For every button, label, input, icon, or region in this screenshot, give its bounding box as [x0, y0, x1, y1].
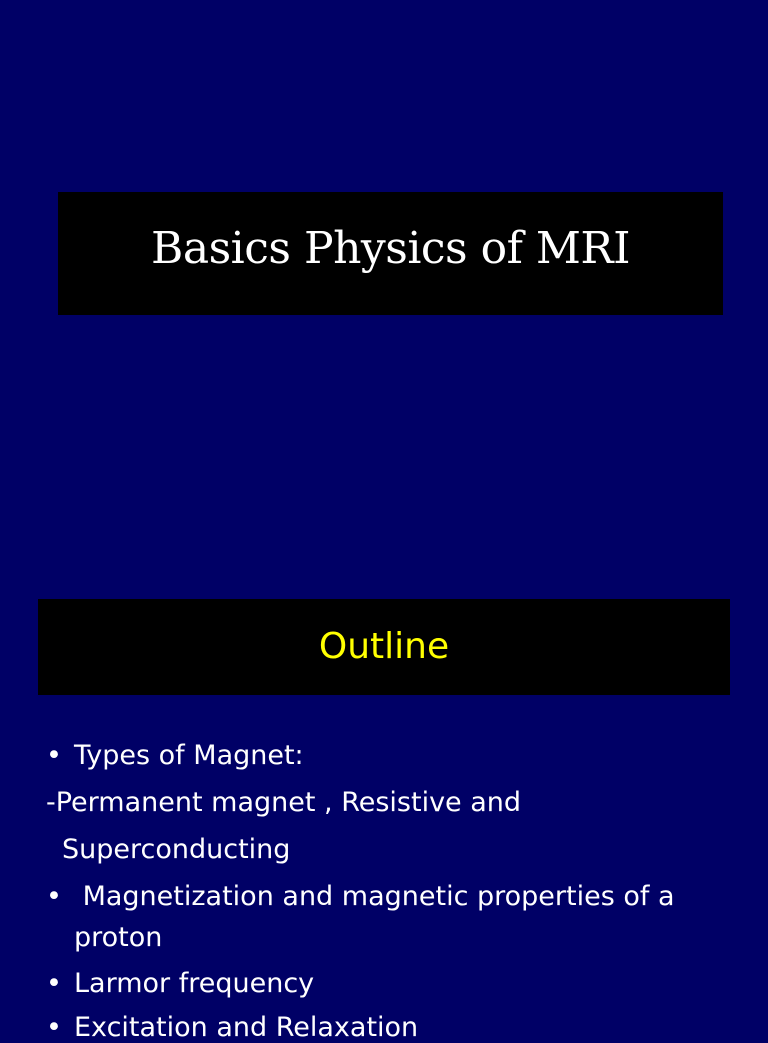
title-box [58, 192, 723, 315]
slide-title: Basics Physics of MRI [151, 223, 630, 274]
list-item-magnetization: Magnetization and magnetic properties of a [74, 881, 675, 912]
list-item-larmor-frequency: Larmor frequency [74, 968, 315, 999]
list-item-types-of-magnet: Types of Magnet: [74, 740, 304, 771]
bullet-marker: • [46, 881, 62, 912]
outline-heading-box [38, 599, 730, 695]
list-item-proton: proton [74, 922, 163, 953]
bullet-marker: • [46, 1012, 62, 1043]
list-item-excitation-relaxation: Excitation and Relaxation [74, 1012, 419, 1043]
outline-heading: Outline [318, 625, 450, 667]
list-item-superconducting: Superconducting [62, 834, 291, 865]
list-item-permanent-magnet: -Permanent magnet , Resistive and [46, 787, 522, 818]
bullet-marker: • [46, 740, 62, 771]
bullet-marker: • [46, 968, 62, 999]
